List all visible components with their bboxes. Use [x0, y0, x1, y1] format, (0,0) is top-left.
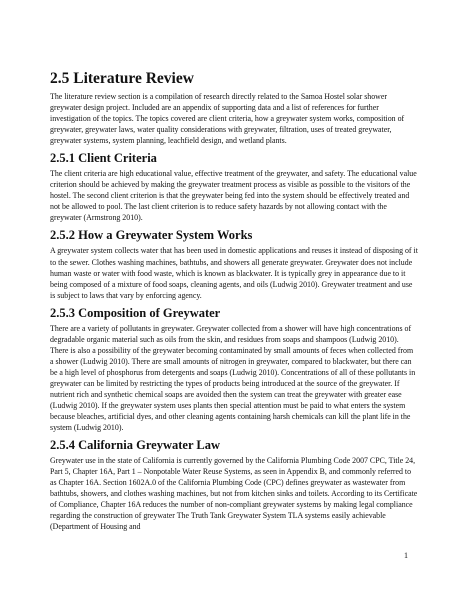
- section-paragraph-client-criteria: The client criteria are high educational value, effective treatment of the greywater, and safety. The educational value criterion should be achieved by making the greywater treatment process as visible as possible to the visitors of the hostel. The second client criterion is that the greywater being fed into the system should be effectively treated and not be allowed to pool. The last client criterion is to reduce safety hazards by not allowing contact with the greywater (Armstrong 2010).: [50, 169, 417, 223]
- section-heading-client-criteria: 2.5.1 Client Criteria: [50, 151, 157, 166]
- section-paragraph-how-system-works: A greywater system collects water that has been used in domestic applications and reuses it instead of disposing of it to the sewer. Clothes washing machines, bathtubs, and showers all generate greywater. Greywater does not include human waste or water with food waste, which is known as blackwater. It is typically grey in appearance due to it being composed of a mixture of food soaps, cleaning agents, and oils (Ludwig 2010). Greywater treatment and use is subject to laws that vary by enforcing agency.: [50, 246, 418, 300]
- document-page: [50, 70, 418, 535]
- section-heading-literature-review: 2.5 Literature Review: [50, 70, 194, 87]
- section-heading-how-system-works: 2.5.2 How a Greywater System Works: [50, 228, 253, 243]
- page-number: 1: [404, 551, 408, 560]
- section-paragraph-california-law: Greywater use in the state of California is currently governed by the California Plumbing Code 2007 CPC, Title 24, Part 5, Chapter 16A, Part 1 – Nonpotable Water Reuse Systems, as seen in Appendix B, and commonly referred to as Chapter 16A. Section 1602A.0 of the California Plumbing Code (CPC) defines greywater as wastewater from bathtubs, showers, and clothes washing machines, but not from kitchen sinks and toilets. According to its Certificate of Compliance, Chapter 16A reduces the number of non-compliant greywater systems by making legal compliance regarding the construction of greywater The Truth Tank Greywater System TLA systems easily achievable (Department of Housing and: [50, 456, 418, 532]
- section-heading-california-law: 2.5.4 California Greywater Law: [50, 438, 221, 453]
- section-heading-composition: 2.5.3 Composition of Greywater: [50, 305, 221, 320]
- section-paragraph-literature-review: The literature review section is a compilation of research directly related to the Samoa Hostel solar shower greywater design project. Included are an appendix of supporting data and a list of references for further investigation of the topics. The topics covered are client criteria, how a greywater system works, composition of greywater, greywater laws, water quality considerations with greywater, filtration, uses of treated greywater, greywater systems, system planning, leachfield design, and wetland plants.: [50, 92, 405, 146]
- section-paragraph-composition: There are a variety of pollutants in greywater. Greywater collected from a shower will have high concentrations of degradable organic material such as oils from the skin, and residues from soaps and shampoos (Ludwig 2010). There is also a possibility of the greywater becoming contaminated by small amounts of feces when collected from a shower (Ludwig 2010). There are small amounts of nitrogen in greywater, compared to blackwater, but there can be a high level of phosphorus from detergents and soaps (Ludwig 2010). Concentrations of all of these pollutants in greywater can be limited by restricting the types of products being introduced at the source of the greywater. If nutrient rich and synthetic chemical soaps are avoided then the system can treat the greywater with greater ease (Ludwig 2010). If the greywater system uses plants then special attention must be paid to what enters the system because bleaches, artificial dyes, and other cleaning agents containing harsh chemicals can kill the plant life in the system (Ludwig 2010).: [50, 323, 416, 433]
